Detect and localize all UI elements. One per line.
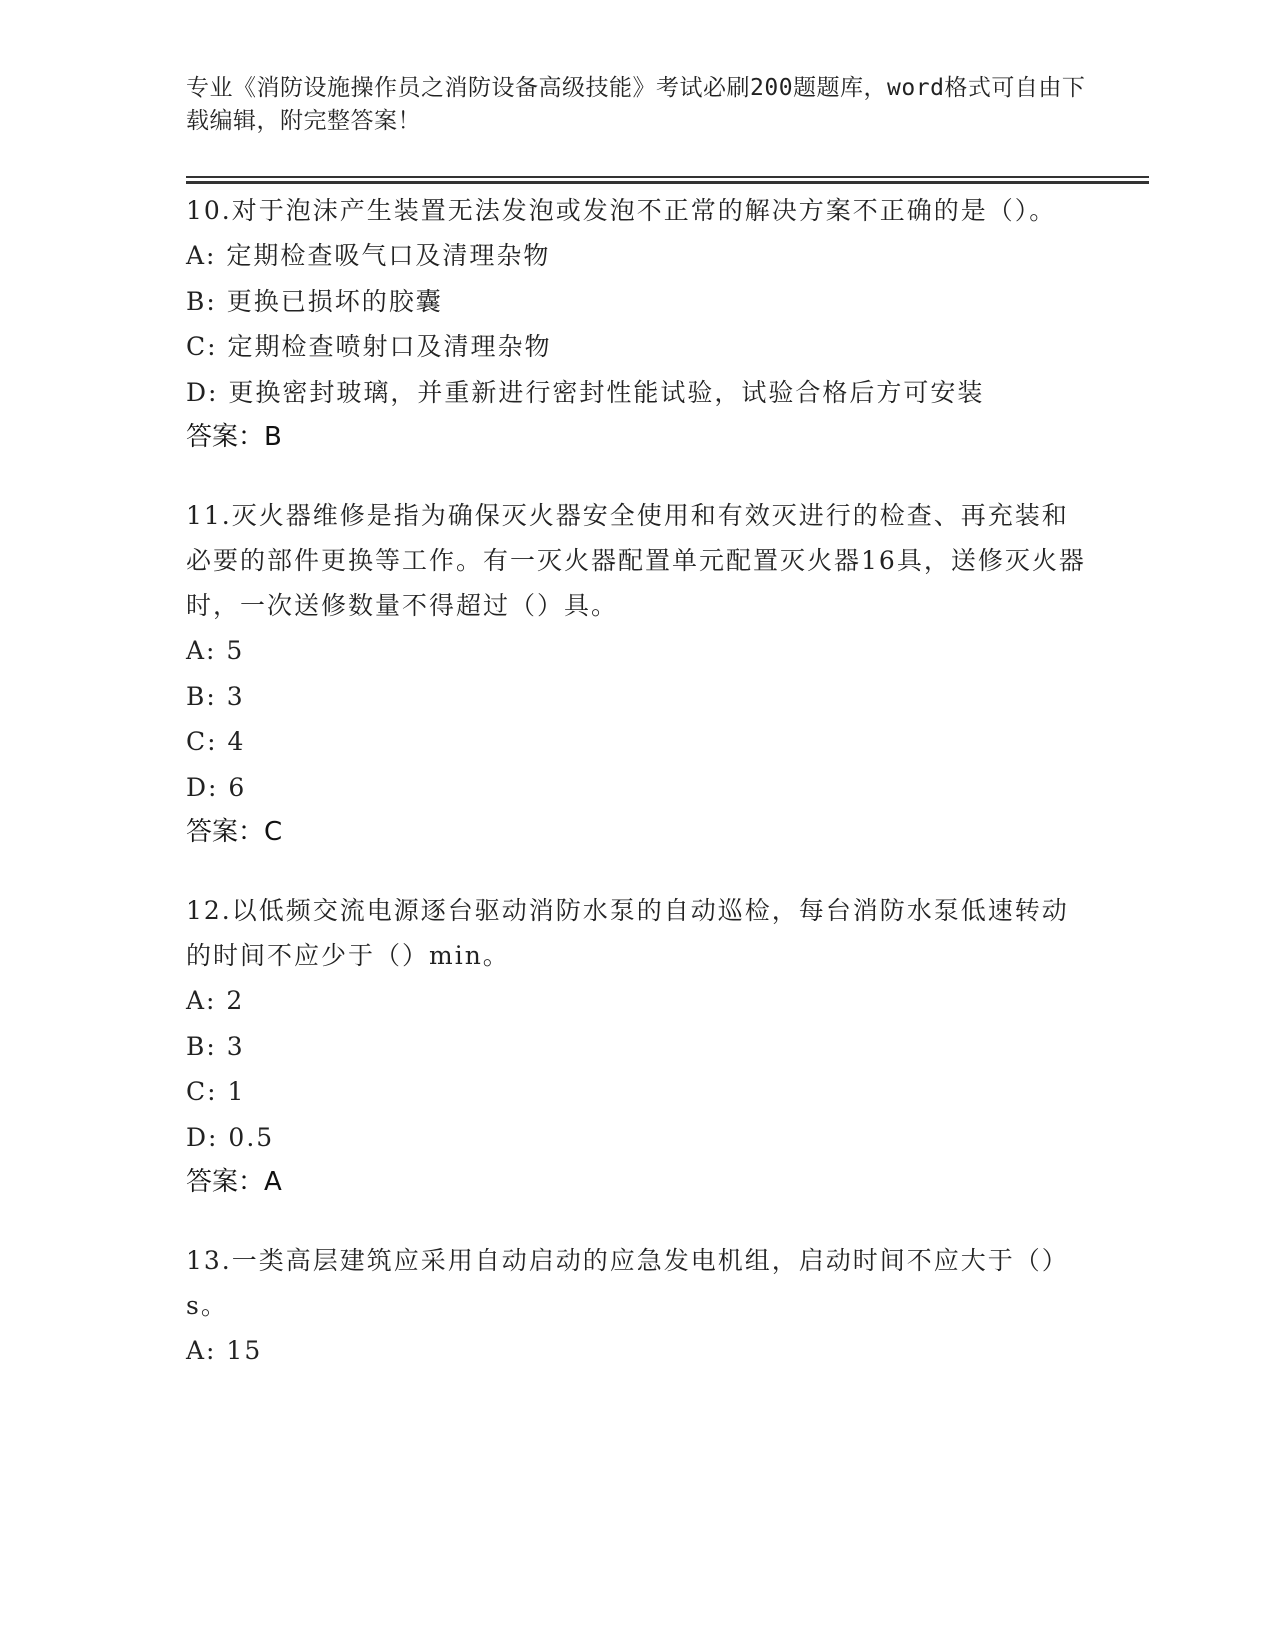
option-d: D: 0.5 [186,1122,275,1152]
question-11 [186,493,1086,855]
option-a: A: 定期检查吸气口及清理杂物 [186,241,551,270]
option-a: A: 5 [186,636,245,665]
question-13 [186,1238,1086,1374]
header-divider-thick [186,181,1149,184]
question-10 [186,188,1086,460]
question-12 [186,888,1086,1205]
question-stem: 13.一类高层建筑应采用自动启动的应急发电机组，启动时间不应大于（）s。 [186,1246,1069,1320]
option-a: A: 15 [186,1336,263,1365]
answer-line: 答案：A [186,1167,282,1197]
option-b: B: 3 [186,1031,245,1061]
question-stem: 12.以低频交流电源逐台驱动消防水泵的自动巡检，每台消防水泵低速转动的时间不应少于（）min。 [186,896,1069,970]
answer-line: 答案：B [186,422,282,452]
option-b: B: 更换已损坏的胶囊 [186,286,443,316]
option-d: D: 更换密封玻璃，并重新进行密封性能试验，试验合格后方可安装 [186,377,985,407]
question-stem: 11.灭火器维修是指为确保灭火器安全使用和有效灭进行的检查、再充装和必要的部件更换等工作。有一灭火器配置单元配置灭火器16具，送修灭火器时，一次送修数量不得超过（）具。 [186,501,1086,620]
option-d: D: 6 [186,772,247,802]
option-c: C: 4 [186,727,246,756]
question-list [186,188,1086,1407]
document-intro: 专业《消防设施操作员之消防设备高级技能》考试必刷200题题库，word格式可自由下载编辑，附完整答案！ [186,75,1086,134]
option-c: C: 1 [186,1077,246,1106]
option-a: A: 2 [186,986,245,1015]
question-stem: 10.对于泡沫产生装置无法发泡或发泡不正常的解决方案不正确的是（）。 [186,196,1057,225]
header-divider-thin [186,176,1149,178]
option-c: C: 定期检查喷射口及清理杂物 [186,332,552,361]
option-b: B: 3 [186,681,245,711]
answer-line: 答案：C [186,817,283,847]
